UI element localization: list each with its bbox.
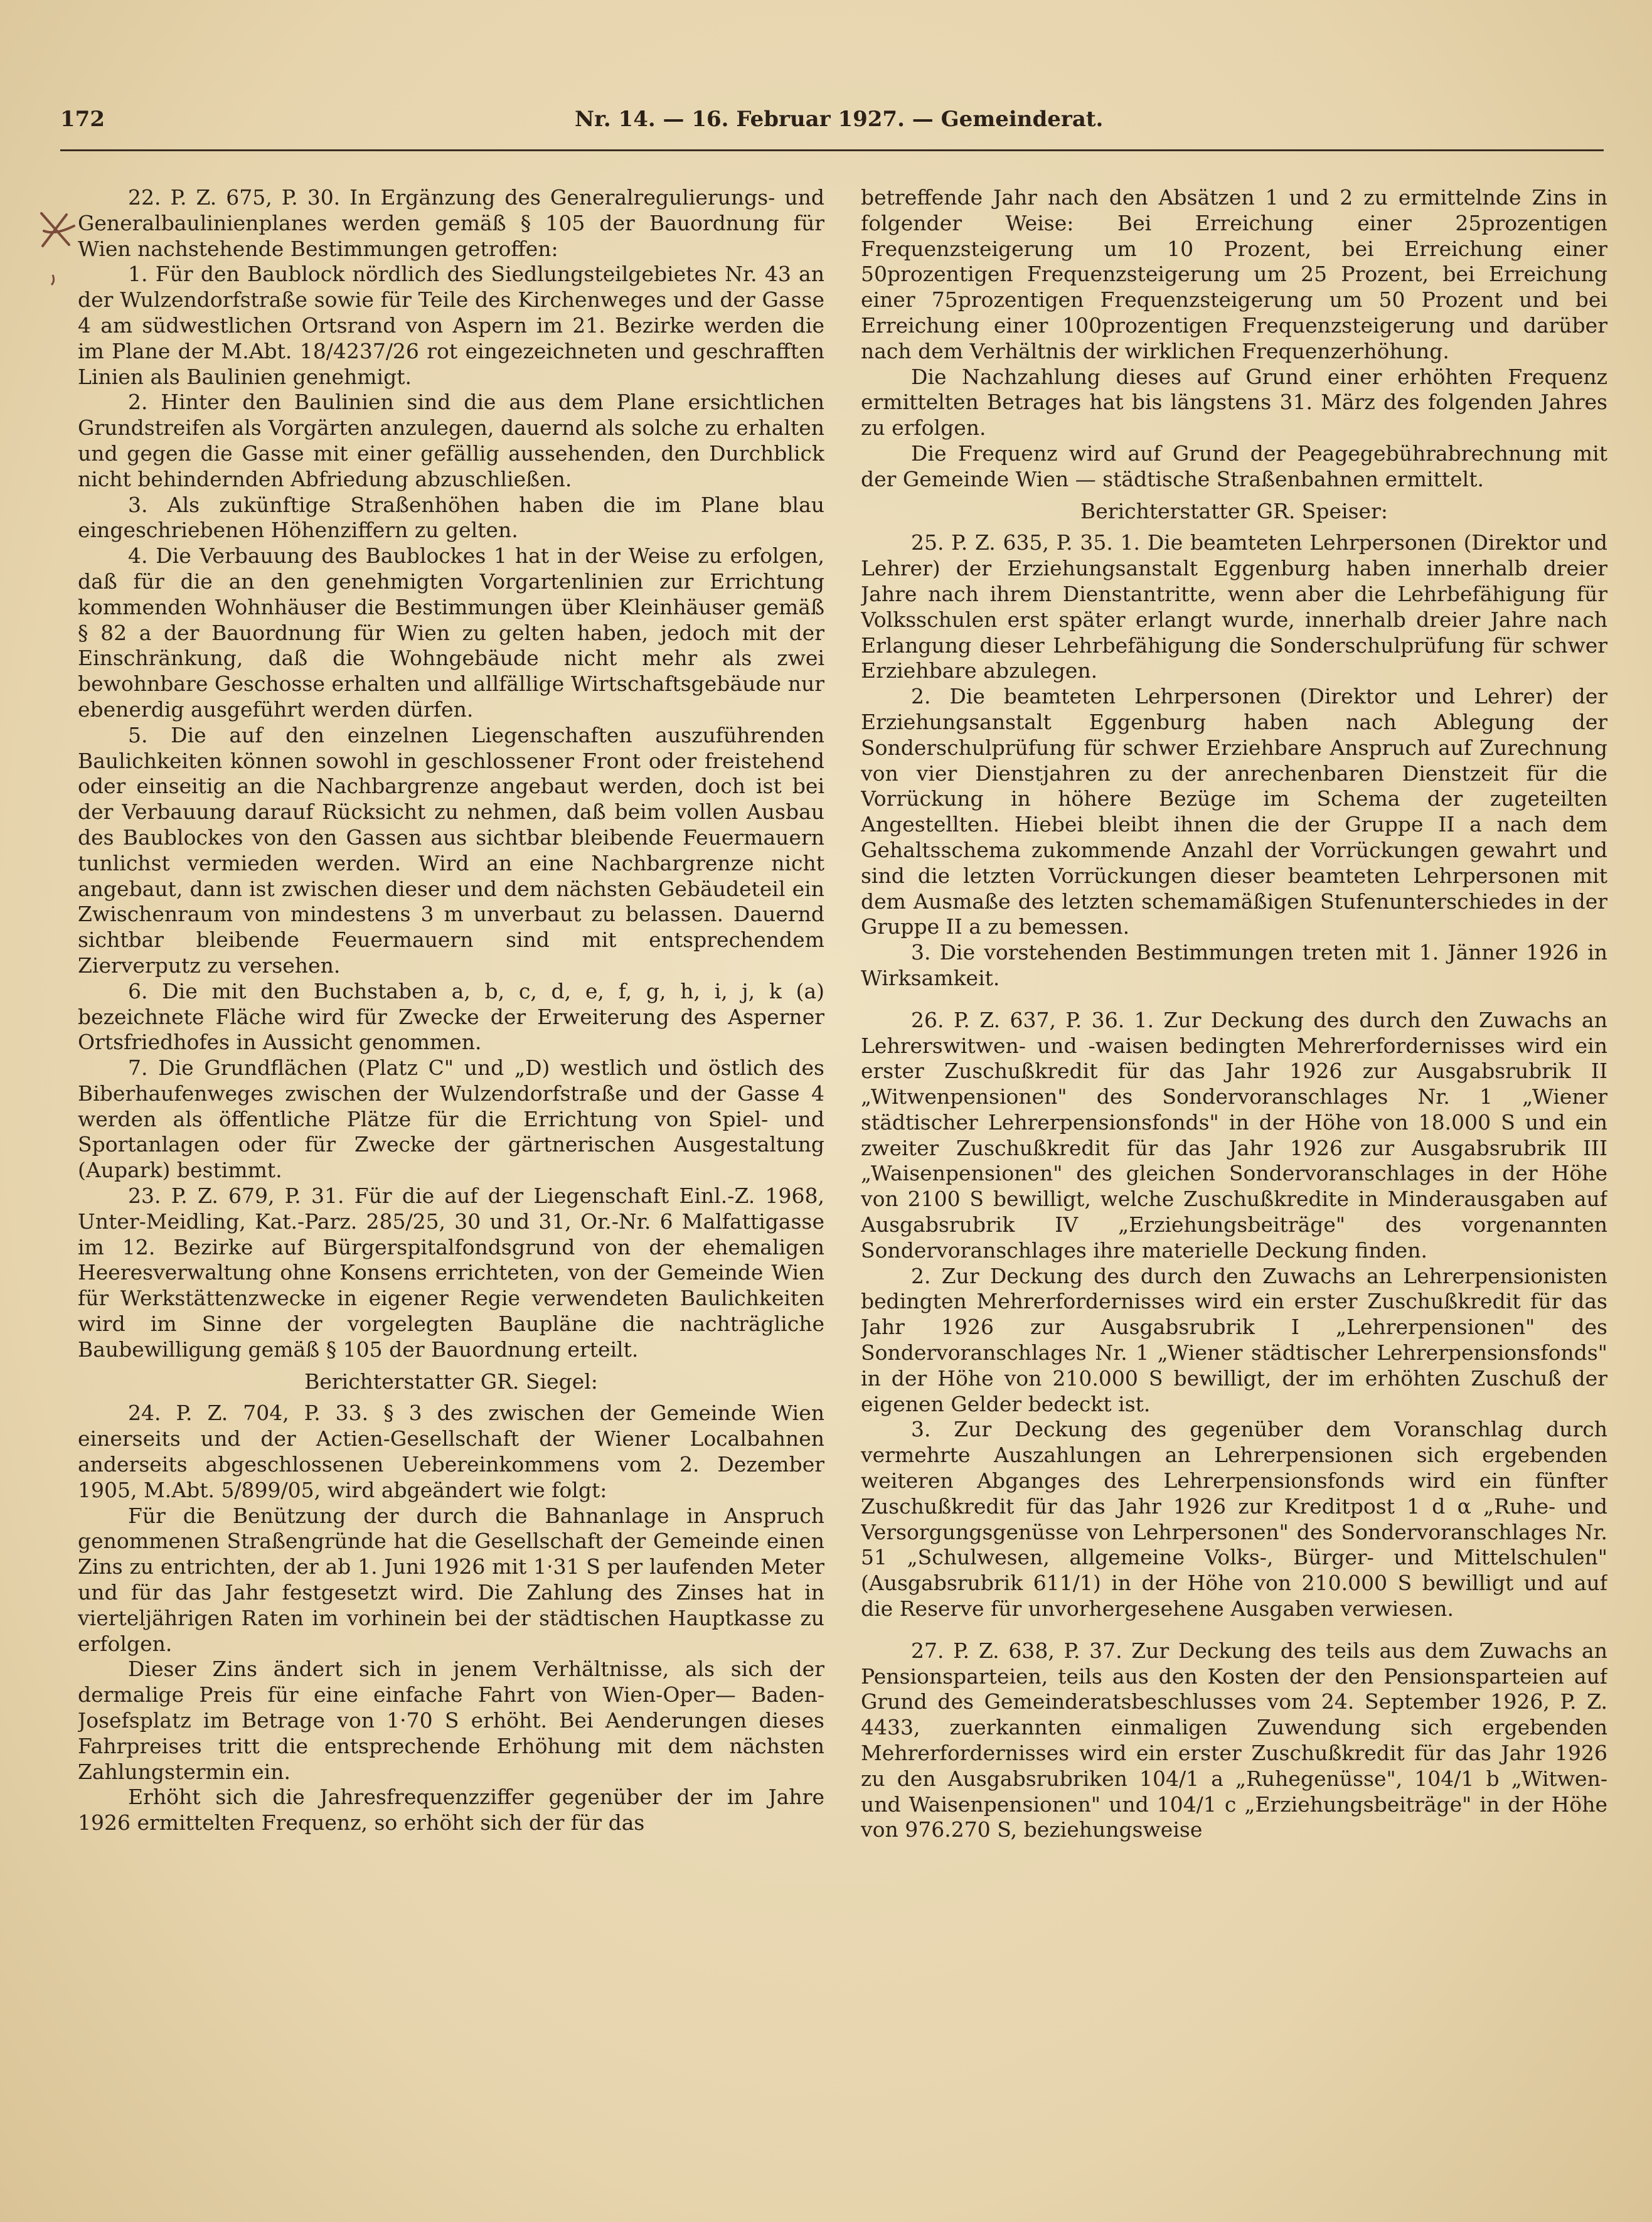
paragraph: 24. P. Z. 704, P. 33. § 3 des zwischen der Gemeinde Wien einerseits und der Actien-Gesellschaft der Wiener Localbahnen anderseits abgeschlossenen Uebereinkommens vom 2. Dezember 1905, M.Abt. 5/899/05, wird abgeändert wie folgt: — [78, 1401, 824, 1502]
paragraph: 1. Für den Baublock nördlich des Siedlungsteilgebietes Nr. 43 an der Wulzendorfstraße sowie für Teile des Kirchenweges und der Gasse 4 am südwestlichen Ortsrand von Aspern im 21. Bezirke werden die im Plane der M.Abt. 18/4237/26 rot eingezeichneten und geschrafften Linien als Baulinien genehmigt. — [78, 262, 824, 389]
page-header — [60, 107, 1114, 144]
paragraph: 7. Die Grundflächen (Platz C" und „D) westlich und östlich des Biberhaufenweges zwischen der Wulzendorfstraße und der Gasse 4 werden als öffentliche Plätze für die Errichtung von Spiel- und Sportanlagen oder für Zwecke der gärtnerischen Ausgestaltung (Aupark) bestimmt. — [78, 1055, 824, 1183]
paragraph: 6. Die mit den Buchstaben a, b, c, d, e, f, g, h, i, j, k (a) bezeichnete Fläche wird für Zwecke der Erweiterung des Asperner Ortsfriedhofes in Aussicht genommen. — [78, 978, 824, 1055]
paragraph: betreffende Jahr nach den Absätzen 1 und 2 zu ermittelnde Zins in folgender Weise: Bei Erreichung einer 25prozentigen Frequenzsteigerung um 10 Prozent, bei Erreichung einer 50prozentigen Frequenzsteigerung um 25 Prozent, bei Erreichung einer 75prozentigen Frequenzsteigerung um 50 Prozent und bei Erreichung einer 100prozentigen Frequenzsteigerung und darüber nach dem Verhältnis der wirklichen Frequenzerhöhung. — [861, 185, 1607, 363]
paragraph: 4. Die Verbauung des Baublockes 1 hat in der Weise zu erfolgen, daß für die an den genehmigten Vorgartenlinien zur Errichtung kommenden Wohnhäuser die Bestimmungen über Kleinhäuser gemäß § 82 a der Bauordnung für Wien zu gelten haben, jedoch mit der Einschränkung, daß die Wohngebäude nicht mehr als zwei bewohnbare Geschosse erhalten und allfällige Wirtschaftsgebäude nur ebenerdig ausgeführt werden dürfen. — [78, 543, 824, 722]
paragraph: 27. P. Z. 638, P. 37. Zur Deckung des teils aus dem Zuwachs an Pensionsparteien, teils aus den Kosten der den Pensionsparteien auf Grund des Gemeinderatsbeschlusses vom 24. September 1926, P. Z. 4433, zuerkannten einmaligen Zuwendung sich ergebenden Mehrerfordernisses wird ein erster Zuschußkredit für das Jahr 1926 zu den Ausgabsrubriken 104/1 a „Ruhegenüsse", 104/1 b „Witwen- und Waisenpensionen" und 104/1 c „Erziehungsbeiträge" in der Höhe von 976.270 S, beziehungsweise — [861, 1638, 1607, 1842]
paragraph: 3. Die vorstehenden Bestimmungen treten mit 1. Jänner 1926 in Wirksamkeit. — [861, 940, 1607, 990]
paragraph: Die Nachzahlung dieses auf Grund einer erhöhten Frequenz ermittelten Betrages hat bis längstens 31. März des folgenden Jahres zu erfolgen. — [861, 364, 1607, 441]
page-number: 172 — [60, 107, 105, 132]
right-column — [861, 185, 1607, 2181]
running-title: Nr. 14. — 16. Februar 1927. — Gemeinderat. — [575, 107, 1104, 132]
paragraph: 26. P. Z. 637, P. 36. 1. Zur Deckung des durch den Zuwachs an Lehrerswitwen- und -waisen bedingten Mehrerfordernisses wird ein erster Zuschußkredit für das Jahr 1926 zur Ausgabsrubrik II „Witwenpensionen" des Sondervoranschlages Nr. 1 „Wiener städtischer Lehrerpensionsfonds" in der Höhe von 18.000 S und ein zweiter Zuschußkredit für das Jahr 1926 zur Ausgabsrubrik III „Waisenpensionen" des gleichen Sondervoranschlages in der Höhe von 2100 S bewilligt, welche Zuschußkredite in Minderausgaben auf Ausgabsrubrik IV „Erziehungsbeiträge" des vorgenannten Sondervoranschlages ihre materielle Deckung finden. — [861, 1007, 1607, 1263]
paragraph: 23. P. Z. 679, P. 31. Für die auf der Liegenschaft Einl.-Z. 1968, Unter-Meidling, Kat.-Parz. 285/25, 30 und 31, Or.-Nr. 6 Malfattigasse im 12. Bezirke auf Bürgerspitalfondsgrund von der ehemaligen Heeresverwaltung ohne Konsens errichteten, von der Gemeinde Wien für Werkstättenzwecke in eigener Regie verwendeten Baulichkeiten wird im Sinne der vorgelegten Baupläne die nachträgliche Baubewilligung gemäß § 105 der Bauordnung erteilt. — [78, 1183, 824, 1362]
paragraph: 25. P. Z. 635, P. 35. 1. Die beamteten Lehrpersonen (Direktor und Lehrer) der Erziehungsanstalt Eggenburg haben innerhalb dreier Jahre nach ihrem Dienstantritte, wenn aber die Lehrbefähigung für Volksschulen erst später erlangt wurde, innerhalb dreier Jahre nach Erlangung dieser Lehrbefähigung die Sonderschulprüfung für schwer Erziehbare abzulegen. — [861, 530, 1607, 683]
paragraph: 22. P. Z. 675, P. 30. In Ergänzung des Generalregulierungs- und Generalbaulinienplanes werden gemäß § 105 der Bauordnung für Wien nachstehende Bestimmungen getroffen: — [78, 185, 824, 261]
paragraph: 2. Die beamteten Lehrpersonen (Direktor und Lehrer) der Erziehungsanstalt Eggenburg haben nach Ablegung der Sonderschulprüfung für schwer Erziehbare Anspruch auf Zurechnung von vier Dienstjahren zu der anrechenbaren Dienstzeit für die Vorrückung in höhere Bezüge im Schema der zugeteilten Angestellten. Hiebei bleibt ihnen die der Gruppe II a nach dem Gehaltsschema zukommende Anzahl der Vorrückungen gewahrt und sind die letzten Vorrückungen dieser beamteten Lehrpersonen mit dem Ausmaße des letzten schemamäßigen Stufenunterschiedes in der Gruppe II a zu bemessen. — [861, 684, 1607, 939]
paragraph: Dieser Zins ändert sich in jenem Verhältnisse, als sich der dermalige Preis für eine einfache Fahrt von Wien-Oper— Baden-Josefsplatz im Betrage von 1·70 S erhöht. Bei Aenderungen dieses Fahrpreises tritt die entsprechende Erhöhung mit dem nächsten Zahlungstermin ein. — [78, 1657, 824, 1784]
paragraph: Die Frequenz wird auf Grund der Peagegebührabrechnung mit der Gemeinde Wien — städtische Straßenbahnen ermittelt. — [861, 441, 1607, 491]
left-column — [78, 185, 824, 2181]
section-heading: Berichterstatter GR. Speiser: — [1080, 498, 1388, 523]
paragraph: Erhöht sich die Jahresfrequenzziffer gegenüber der im Jahre 1926 ermittelten Frequenz, so erhöht sich der für das — [78, 1785, 824, 1835]
paragraph: 2. Hinter den Baulinien sind die aus dem Plane ersichtlichen Grundstreifen als Vorgärten anzulegen, dauernd als solche zu erhalten und gegen die Gasse mit einer gefällig aussehenden, den Durchblick nicht behindernden Abfriedung abzuschließen. — [78, 390, 824, 491]
paragraph: Für die Benützung der durch die Bahnanlage in Anspruch genommenen Straßengründe hat die Gesellschaft der Gemeinde einen Zins zu entrichten, der ab 1. Juni 1926 mit 1·31 S per laufenden Meter und für das Jahr festgesetzt wird. Die Zahlung des Zinses hat in vierteljährigen Raten im vorhinein bei der städtischen Hauptkasse zu erfolgen. — [78, 1503, 824, 1656]
header-rule — [60, 149, 1604, 151]
paragraph: 2. Zur Deckung des durch den Zuwachs an Lehrerpensionisten bedingten Mehrerfordernisses wird ein erster Zuschußkredit für das Jahr 1926 zur Ausgabsrubrik I „Lehrerpensionen" des Sondervoranschlages Nr. 1 „Wiener städtischer Lehrerpensionsfonds" in der Höhe von 210.000 S bewilligt, der im erhöhten Zuschuß der eigenen Gelder bedeckt ist. — [861, 1263, 1607, 1416]
paragraph: 3. Als zukünftige Straßenhöhen haben die im Plane blau eingeschriebenen Höhenziffern zu gelten. — [78, 492, 824, 543]
section-heading: Berichterstatter GR. Siegel: — [304, 1369, 598, 1394]
paragraph: 3. Zur Deckung des gegenüber dem Voranschlag durch vermehrte Auszahlungen an Lehrerpensionen sich ergebenden weiteren Abganges des Lehrerpensionsfonds wird ein fünfter Zuschußkredit für das Jahr 1926 zur Kreditpost 1 d α „Ruhe- und Versorgungsgenüsse von Lehrpersonen" des Sondervoranschlages Nr. 51 „Schulwesen, allgemeine Volks-, Bürger- und Mittelschulen" (Ausgabsrubrik 611/1) in der Höhe von 210.000 S bewilligt und auf die Reserve für unvorhergesehene Ausgaben verwiesen. — [861, 1417, 1607, 1621]
paragraph: 5. Die auf den einzelnen Liegenschaften auszuführenden Baulichkeiten können sowohl in geschlossener Front oder freistehend oder einseitig an die Nachbargrenze angebaut werden, doch ist bei der Verbauung darauf Rücksicht zu nehmen, daß beim vollen Ausbau des Baublockes von den Gassen aus sichtbar bleibende Feuermauern tunlichst vermieden werden. Wird an eine Nachbargrenze nicht angebaut, dann ist zwischen dieser und dem nächsten Gebäudeteil ein Zwischenraum von mindestens 3 m unverbaut zu belassen. Dauernd sichtbar bleibende Feuermauern sind mit entsprechendem Zierverputz zu versehen. — [78, 722, 824, 978]
